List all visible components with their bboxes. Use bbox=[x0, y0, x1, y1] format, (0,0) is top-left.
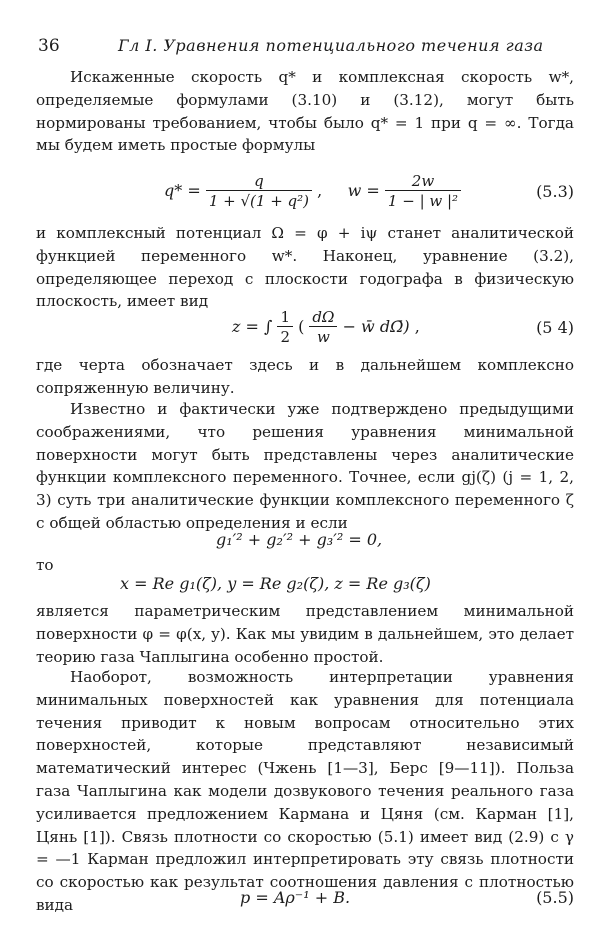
d-omega-denominator: w bbox=[317, 328, 330, 346]
q-star-denominator: 1 + √(1 + q²) bbox=[208, 192, 310, 210]
equation-separator: , bbox=[317, 181, 323, 200]
equation-5-5 bbox=[36, 888, 574, 932]
q-star-lhs: q* = bbox=[164, 181, 201, 200]
d-omega-numerator: dΩ bbox=[309, 308, 337, 327]
page-number: 36 bbox=[38, 36, 60, 56]
equation-number-5-4: (5 4) bbox=[536, 318, 574, 337]
equation-5-3-body bbox=[164, 172, 461, 211]
g-sum-body: g₁′² + g₂′² + g₃′² = 0, bbox=[216, 530, 383, 549]
z-integral-lhs: z = ∫ bbox=[232, 317, 273, 336]
equation-5-4 bbox=[36, 308, 574, 352]
xyz-body: x = Re g₁(ζ), y = Re g₂(ζ), z = Re g₃(ζ) bbox=[120, 574, 431, 593]
equation-number-5-3: (5.3) bbox=[536, 182, 574, 201]
equation-5-4-body bbox=[232, 308, 420, 347]
paragraph-6: является параметрическим представлением минимальной поверхности φ = φ(x, y). Как мы увидим в дальнейшем, это делает теорию газа Чаплыгина особенно простой. bbox=[36, 602, 574, 666]
paragraph-3: где черта обозначает здесь и в дальнейшем комплексно сопряженную величину. bbox=[36, 356, 574, 397]
paragraph-2: и комплексный потенциал Ω = φ + iψ станет аналитической функцией переменного w*. Наконец, уравнение (3.2), определяющее переход с плоскости годографа в физическую плоскость, имеет вид bbox=[36, 224, 574, 311]
running-title: Гл I. Уравнения потенциального течения газа bbox=[118, 36, 544, 55]
equation-5-5-body: p = Aρ⁻¹ + B. bbox=[240, 888, 351, 907]
paragraph-4: Известно и фактически уже подтверждено предыдущими соображениями, что решения уравнения минимальной поверхности могут быть представлены через аналитические функции комплексного переменного. Точнее, если gj(ζ) (j = 1, 2, 3) суть три аналитические функции комплексного переменного ζ с общей областью определения и если bbox=[36, 400, 574, 532]
equation-number-5-5: (5.5) bbox=[536, 888, 574, 907]
q-star-fraction bbox=[206, 172, 312, 211]
half-numerator: 1 bbox=[277, 308, 293, 327]
w-star-numerator: 2w bbox=[385, 172, 461, 191]
page-header bbox=[38, 36, 574, 60]
paragraph-7: Наоборот, возможность интерпретации уравнения минимальных поверхностей как уравнения для потенциала течения приводит к новым вопросам относительно этих поверхностей, которые представляют независимый математический интерес (Чжень [1—3], Берс [9—11]). Польза газа Чаплыгина как модели дозвукового течения реального газа усиливается предложением Кармана и Цяня (см. Карман [1], Цянь [1]). Связь плотности со скоростью (5.1) имеет вид (2.9) с γ = —1 Карман предложил интерпретировать эту связь плотности со скоростью как результат соотношения давления с плотностью вида bbox=[36, 668, 574, 914]
paragraph-1: Искаженные скорость q* и комплексная скорость w*, определяемые формулами (3.10) и (3.12), могут быть нормированы требованием, чтобы было q* = 1 при q = ∞. Тогда мы будем иметь простые формулы bbox=[36, 68, 574, 155]
conjugate-term: − w̄ dΩ̄) bbox=[342, 317, 410, 336]
equation-tail: , bbox=[414, 317, 420, 336]
w-star-fraction bbox=[385, 172, 461, 211]
d-omega-fraction bbox=[309, 308, 337, 347]
open-paren: ( bbox=[298, 317, 305, 336]
paragraph-5: то bbox=[36, 556, 54, 574]
q-star-numerator: q bbox=[206, 172, 312, 191]
w-star-lhs: w = bbox=[347, 181, 380, 200]
half-denominator: 2 bbox=[280, 328, 290, 346]
w-star-denominator: 1 − | w |² bbox=[387, 192, 459, 210]
equation-5-3 bbox=[36, 172, 574, 216]
half-fraction bbox=[277, 308, 293, 347]
